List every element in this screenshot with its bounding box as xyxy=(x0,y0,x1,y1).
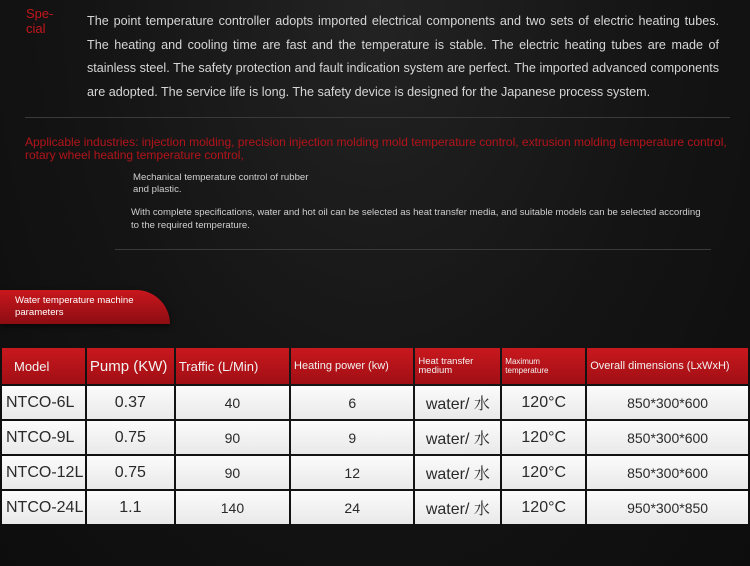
applicable-industries: Applicable industries: injection molding, precision injection molding mold temperature control, extrusion molding temperature control, rotary wheel heating temperature control, xyxy=(25,135,727,162)
header-max-temperature: Maximum temperature xyxy=(502,348,585,384)
cell-traffic: 90 xyxy=(176,456,289,489)
table-row xyxy=(2,456,748,489)
header-model: Model xyxy=(2,348,85,384)
cell-pump: 1.1 xyxy=(87,491,174,524)
specifications-note: With complete specifications, water and hot oil can be selected as heat transfer media, and suitable models can be selected according to the required temperature. xyxy=(131,207,701,231)
table-row xyxy=(2,491,748,524)
divider-top xyxy=(25,117,730,118)
cell-max-temperature: 120°C xyxy=(502,386,585,419)
cell-pump: 0.37 xyxy=(87,386,174,419)
header-pump: Pump (KW) xyxy=(87,348,174,384)
table-row xyxy=(2,421,748,454)
divider-middle xyxy=(115,249,711,250)
header-traffic: Traffic (L/Min) xyxy=(176,348,289,384)
cell-traffic: 40 xyxy=(176,386,289,419)
cell-traffic: 140 xyxy=(176,491,289,524)
cell-dimensions: 850*300*600 xyxy=(587,386,748,419)
cell-medium: water/ 水 xyxy=(415,491,500,524)
mechanical-control-note: Mechanical temperature control of rubber and plastic. xyxy=(133,172,309,195)
cell-traffic: 90 xyxy=(176,421,289,454)
cell-model: NTCO-9L xyxy=(2,421,85,454)
cell-model: NTCO-6L xyxy=(2,386,85,419)
cell-dimensions: 850*300*600 xyxy=(587,421,748,454)
cell-medium: water/ 水 xyxy=(415,421,500,454)
cell-heating-power: 24 xyxy=(291,491,413,524)
header-heat-transfer-medium: Heat transfer medium xyxy=(415,348,500,384)
special-label: Spe-cial xyxy=(26,6,54,36)
params-banner xyxy=(0,290,170,324)
cell-pump: 0.75 xyxy=(87,421,174,454)
cell-max-temperature: 120°C xyxy=(502,456,585,489)
params-banner-title: Water temperature machine parameters xyxy=(15,295,134,318)
cell-max-temperature: 120°C xyxy=(502,421,585,454)
cell-heating-power: 12 xyxy=(291,456,413,489)
cell-max-temperature: 120°C xyxy=(502,491,585,524)
cell-heating-power: 9 xyxy=(291,421,413,454)
cell-model: NTCO-24L xyxy=(2,491,85,524)
cell-medium: water/ 水 xyxy=(415,456,500,489)
params-table-wrap xyxy=(2,346,748,526)
cell-heating-power: 6 xyxy=(291,386,413,419)
cell-dimensions: 950*300*850 xyxy=(587,491,748,524)
cell-model: NTCO-12L xyxy=(2,456,85,489)
intro-paragraph: The point temperature controller adopts imported electrical components and two sets of electric heating tubes. The heating and cooling time are fast and the temperature is stable. The electric heating tubes are made of stainless steel. The safety protection and fault indication system are perfect. The imported advanced components are adopted. The service life is long. The safety device is designed for the Japanese process system. xyxy=(87,14,719,99)
header-overall-dimensions: Overall dimensions (LxWxH) xyxy=(587,348,748,384)
table-row xyxy=(2,386,748,419)
header-heating-power: Heating power (kw) xyxy=(291,348,413,384)
cell-medium: water/ 水 xyxy=(415,386,500,419)
cell-pump: 0.75 xyxy=(87,456,174,489)
cell-dimensions: 850*300*600 xyxy=(587,456,748,489)
table-header-row xyxy=(2,348,748,384)
params-table xyxy=(0,346,750,526)
